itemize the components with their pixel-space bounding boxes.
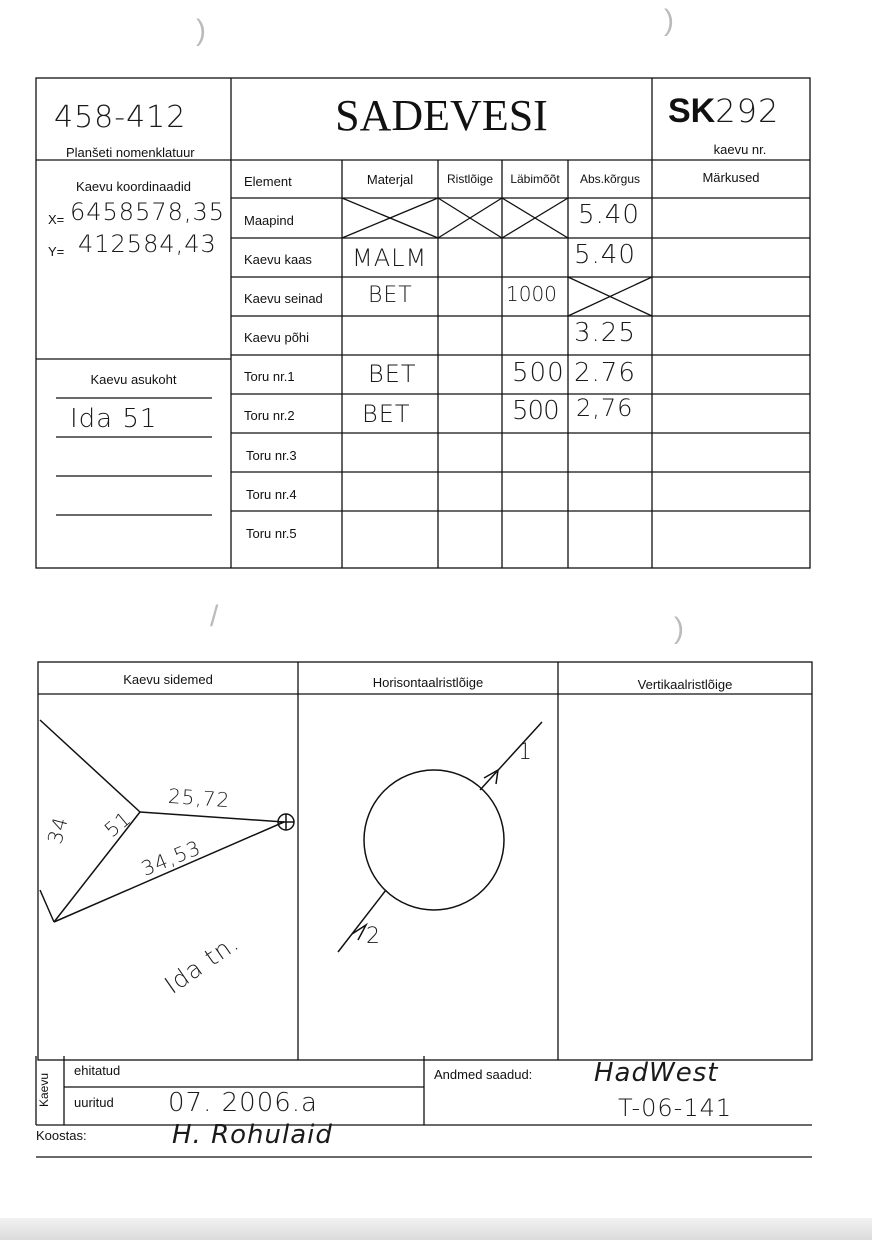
row-element: Kaevu põhi (244, 330, 310, 345)
row-material: BET (368, 283, 413, 308)
row-element: Toru nr.5 (246, 526, 297, 541)
col-header-abs-height: Abs.kõrgus (579, 172, 641, 186)
row-element: Toru nr.2 (244, 408, 295, 423)
tie-distance-2: 34,53 (137, 835, 205, 881)
row-abs-height: 2.76 (574, 358, 636, 388)
pipe-label-2: 2 (366, 924, 381, 949)
row-element: Kaevu kaas (244, 252, 312, 267)
col-header-diameter: Läbimõõt (510, 172, 560, 186)
row-diameter: 500 (512, 358, 565, 388)
surveyed-label: uuritud (74, 1095, 114, 1110)
compiled-label: Koostas: (36, 1128, 87, 1143)
punch-hole-mark: / (210, 600, 219, 633)
col-header-cross-section: Ristlõige (446, 172, 494, 186)
row-element: Toru nr.1 (244, 369, 295, 384)
row-element: Kaevu seinad (244, 291, 323, 306)
compiled-by: H. Rohulaid (172, 1120, 333, 1150)
punch-hole-mark: ) (664, 4, 674, 37)
col-header-element: Element (244, 174, 292, 189)
surveyed-value: 07. 2006.a (168, 1088, 318, 1118)
ties-sketch (40, 720, 294, 922)
location-label: Kaevu asukoht (90, 372, 177, 387)
data-reference: T-06-141 (618, 1094, 733, 1122)
well-number-prefix: SK (668, 92, 716, 130)
tie-reference-2: 34 (42, 813, 73, 847)
horizontal-section-label: Horisontaalristlõige (372, 675, 484, 690)
sheet-nomenclature-value: 458-412 (54, 100, 187, 135)
row-abs-height: 3.25 (574, 318, 636, 348)
vertical-section-label: Vertikaalristlõige (637, 677, 733, 692)
row-element: Toru nr.4 (246, 487, 297, 502)
street-note: Ida tn. (159, 928, 245, 1000)
y-value: 412584,43 (78, 230, 217, 258)
row-diameter: 1000 (506, 282, 557, 306)
col-header-notes: Märkused (702, 170, 760, 185)
coordinates-label: Kaevu koordinaadid (76, 179, 191, 194)
row-abs-height: 2,76 (576, 394, 634, 422)
well-vertical-label: Kaevu (37, 1072, 52, 1108)
row-element: Maapind (244, 213, 294, 228)
row-diameter: 500 (512, 396, 559, 426)
location-value: Ida 51 (70, 404, 158, 434)
well-number (668, 92, 779, 131)
horizontal-section-sketch (338, 722, 542, 952)
row-abs-height: 5.40 (578, 200, 640, 230)
x-value: 6458578,35 (70, 198, 226, 226)
punch-hole-mark: ) (674, 612, 684, 645)
page-title: SADEVESI (335, 91, 548, 140)
data-received-label: Andmed saadud: (434, 1067, 533, 1082)
row-element: Toru nr.3 (246, 448, 297, 463)
row-material: MALM (352, 244, 428, 272)
well-number-value: 292 (715, 92, 780, 130)
data-source: HadWest (594, 1058, 719, 1088)
col-header-material: Materjal (366, 172, 414, 187)
pipe-label-1: 1 (518, 740, 533, 765)
row-material: BET (368, 360, 417, 388)
scan-edge-shade (0, 1218, 872, 1240)
tie-reference-1: 51 (99, 805, 136, 843)
y-label: Y= (48, 244, 65, 259)
row-material: BET (362, 400, 411, 428)
punch-hole-mark: ) (196, 14, 206, 47)
sheet-nomenclature-label: Planšeti nomenklatuur (66, 145, 195, 160)
row-abs-height: 5.40 (574, 240, 636, 270)
well-number-label: kaevu nr. (713, 142, 767, 157)
ties-label: Kaevu sidemed (123, 672, 213, 687)
built-label: ehitatud (74, 1063, 121, 1078)
tie-distance-1: 25,72 (167, 783, 232, 813)
x-label: X= (48, 212, 65, 227)
